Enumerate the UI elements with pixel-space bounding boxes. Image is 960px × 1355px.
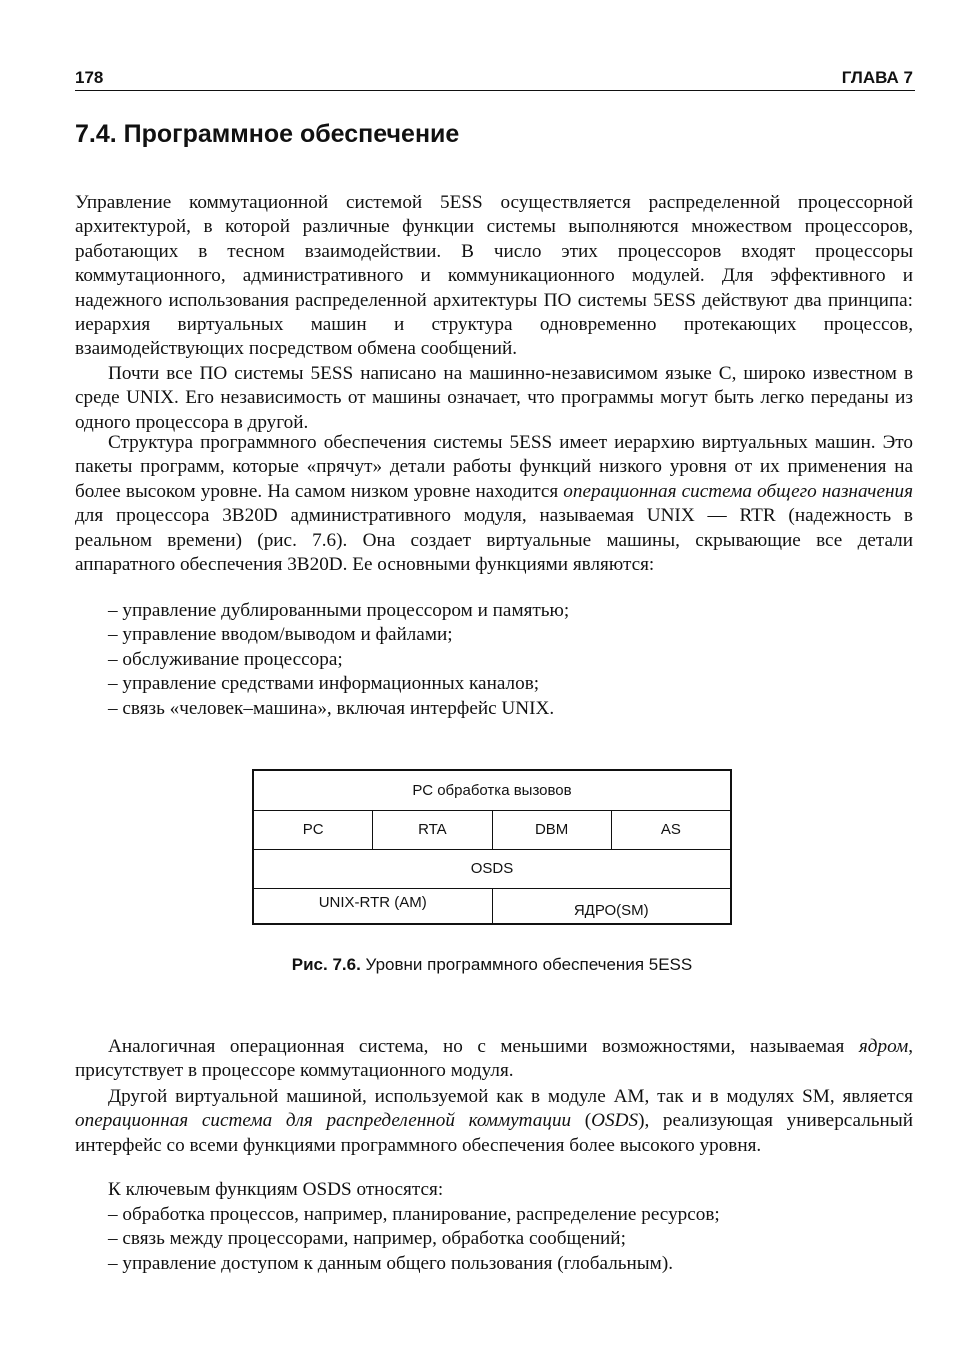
- paragraph-4-part2: , присутствует в процессоре коммутационного модуля.: [75, 1036, 913, 1082]
- list-item: – связь между процессорами, например, обработка сообщений;: [108, 1228, 626, 1250]
- list-item: – управление дублированными процессором и памятью;: [108, 600, 570, 621]
- osds-functions-list: [108, 1203, 720, 1276]
- diagram-cell-pc: PC: [254, 810, 373, 849]
- list-item: – связь «человек–машина», включая интерфейс UNIX.: [108, 697, 555, 719]
- diagram-row-os: [254, 888, 730, 923]
- software-levels-diagram: [252, 769, 732, 925]
- diagram-cell-dbm: DBM: [493, 810, 612, 849]
- list-item: – управление вводом/выводом и файлами;: [108, 624, 453, 646]
- diagram-row-osds: [254, 849, 730, 889]
- chapter-label: ГЛАВА 7: [841, 68, 913, 87]
- paragraph-5-italic: операционная система для распределенной коммутации: [75, 1110, 572, 1132]
- paragraph-4-italic: ядром: [858, 1036, 909, 1057]
- page-number: 178: [75, 68, 104, 87]
- figure-caption-text: Уровни программного обеспечения 5ESS: [360, 955, 693, 974]
- figure-caption: [252, 955, 732, 975]
- list-item: – управление доступом к данным общего пользования (глобальным).: [108, 1252, 674, 1274]
- section-title: 7.4. Программное обеспечение: [75, 120, 460, 148]
- paragraph-3-part1: Структура программного обеспечения системы 5ESS имеет иерархию виртуальных машин. Это пакеты программ, которые «прячут» детали работы функций низкого уровня от их применения на более высоком уровне. На самом низком уровне находится: [75, 432, 913, 502]
- paragraph-5: [75, 1085, 913, 1158]
- page-header: [75, 64, 915, 91]
- list-item: – обслуживание процессора;: [108, 648, 343, 670]
- paragraph-1: Управление коммутационной системой 5ESS осуществляется распределенной процессорной архитектурой, в которой различные функции системы выполняются множеством процессоров, работающих в тесном взаимодействии. В число этих процессоров входят процессоры коммутационного, административного и коммуникационного модулей. Для эффективного и надежного использования распределенной архитектуры ПО системы 5ESS действуют два принципа: иерархия виртуальных машин и структура одновременно протекающих процессов, взаимодействующих посредством обмена сообщений.: [75, 192, 913, 360]
- list-item: – обработка процессов, например, планирование, распределение ресурсов;: [108, 1204, 720, 1225]
- diagram-cell-osds: OSDS: [470, 860, 514, 877]
- paragraph-3-italic: операционная система общего назначения: [563, 480, 913, 502]
- functions-list: [108, 599, 569, 721]
- figure-caption-label: Рис. 7.6.: [291, 955, 361, 974]
- paragraph-2: Почти все ПО системы 5ESS написано на машинно-независимом языке С, широко известном в среде UNIX. Его независимость от машины означает, что программы могут быть легко переданы из одного процессора в другой.: [75, 363, 913, 433]
- paragraph-5-part3: ), реализующая универсальный интерфейс со всеми функциями программного обеспечения более высокого уровня.: [75, 1110, 913, 1156]
- paragraph-3: [75, 431, 913, 577]
- diagram-cell-rta: RTA: [373, 810, 492, 849]
- paragraph-6: К ключевым функциям OSDS относятся:: [108, 1179, 444, 1200]
- diagram-cell-unix-rtr: UNIX-RTR (AM): [254, 888, 493, 923]
- paragraph-5-part2: (: [571, 1110, 592, 1132]
- diagram-cell-kernel: ЯДРО(SM): [573, 902, 649, 919]
- diagram-row-call-processing: [254, 771, 730, 811]
- list-item: – управление средствами информационных каналов;: [108, 673, 540, 695]
- paragraph-4-part1: Аналогичная операционная система, но с меньшими возможностями, называемая: [108, 1036, 859, 1057]
- diagram-cell-as: AS: [660, 821, 681, 838]
- paragraph-5-part1: Другой виртуальной машиной, используемой как в модуле AM, так и в модулях SM, является: [108, 1086, 913, 1107]
- paragraph-5-italic-2: OSDS: [591, 1110, 639, 1132]
- diagram-row-modules: [254, 810, 730, 850]
- paragraph-4: [75, 1035, 913, 1084]
- diagram-cell-call-processing: РС обработка вызовов: [412, 782, 572, 799]
- paragraph-3-part2: для процессора 3B20D административного модуля, называемая UNIX — RTR (надежность в реальном времени) (рис. 7.6). Она создает виртуальные машины, скрывающие все детали аппаратного обеспечения 3B20D. Ее основными функциями являются:: [75, 505, 913, 576]
